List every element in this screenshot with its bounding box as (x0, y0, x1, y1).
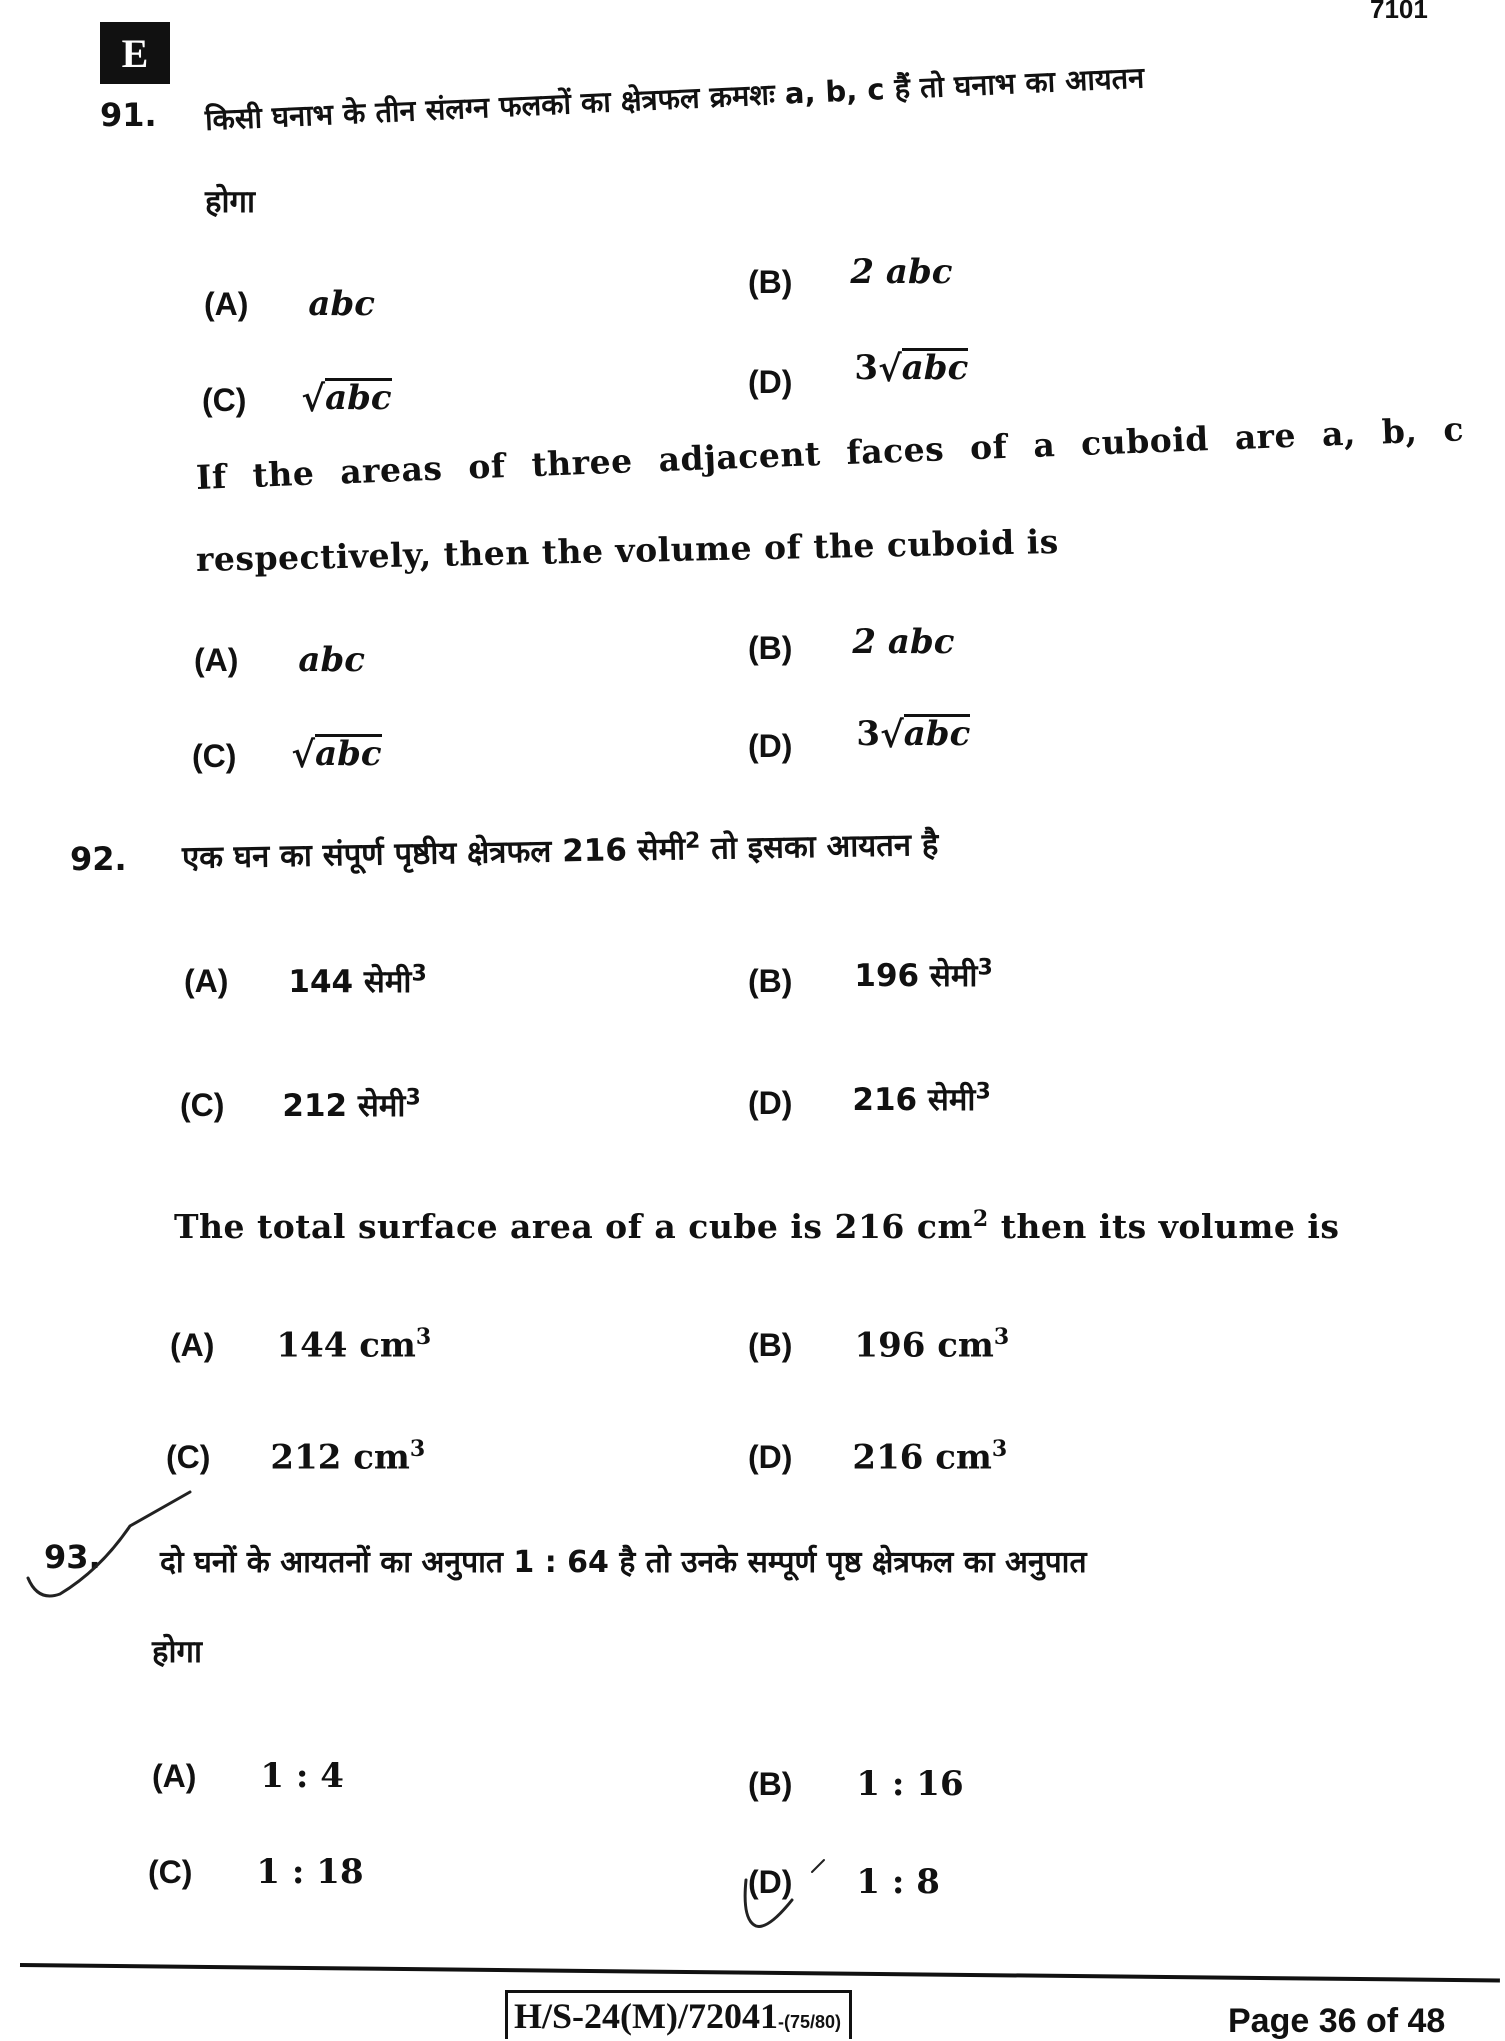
q91-english-option-a[interactable] (194, 640, 365, 680)
q92-english-option-a[interactable] (170, 1324, 431, 1365)
paper-code: H/S-24(M)/72041-(75/80) (505, 1990, 852, 2039)
q91-hindi-text: किसी घनाभ के तीन संलग्न फलकों का क्षेत्रफल क्रमशः a, b, c हैं तो घनाभ का आयतन (204, 60, 1145, 137)
footer-rule (20, 1963, 1500, 1982)
option-label: (C) (192, 738, 237, 774)
q93-hindi-text-line2: होगा (152, 1634, 202, 1670)
q93-hindi-text: दो घनों के आयतनों का अनुपात 1 : 64 है तो उनके सम्पूर्ण पृष्ठ क्षेत्रफल का अनुपात (160, 1545, 1087, 1580)
option-value: abc (308, 284, 375, 324)
option-label: (C) (202, 382, 247, 418)
answer-tick-icon (740, 1850, 860, 1940)
q93-option-a[interactable] (152, 1756, 344, 1796)
cropped-header-fragment: 7101 (1370, 0, 1428, 24)
option-value: 144 $cm^3$ (276, 1324, 432, 1366)
q92-hindi-option-a[interactable] (184, 960, 427, 1002)
option-value: √ abc (301, 378, 392, 420)
option-label: (B) (748, 630, 793, 666)
option-label: (D) (748, 1439, 793, 1476)
square-root-icon: √ (301, 378, 326, 420)
option-value: 216 $cm^3$ (852, 1436, 1008, 1478)
square-root-icon: √ (291, 734, 316, 776)
question-number-93: 93. (44, 1538, 101, 1576)
q91-hindi-option-b[interactable] (748, 252, 953, 302)
square-root-icon: √ (878, 348, 902, 390)
option-value: 3 √ abc (854, 348, 969, 390)
q92-english-option-c[interactable] (166, 1436, 425, 1477)
q92-hindi-option-c[interactable] (180, 1084, 421, 1126)
option-label: (D) (748, 728, 793, 764)
option-label: (D) (748, 1864, 793, 1900)
option-label: (B) (748, 1327, 793, 1364)
q91-hindi-option-c[interactable] (202, 378, 392, 420)
option-label: (A) (152, 1758, 197, 1794)
question-number-91: 91. (100, 96, 157, 134)
option-label: (D) (748, 1085, 793, 1121)
option-value: 144 सेमी$^3$ (288, 961, 427, 1000)
q91-english-text-line2: respectively, then the volume of the cuboid is (195, 521, 1060, 579)
q92-english-text: The total surface area of a cube is 216 $cm^2$ then its volume is (174, 1206, 1340, 1246)
q93-option-c[interactable] (148, 1852, 364, 1892)
page-number: Page 36 of 48 (1228, 2002, 1446, 2040)
option-value: 3 √ abc (856, 714, 971, 756)
option-value: √ abc (291, 734, 382, 776)
option-value: 196 सेमी$^3$ (854, 955, 993, 994)
set-badge: E (100, 22, 170, 84)
q91-hindi-option-d[interactable] (748, 348, 969, 404)
q91-english-option-b[interactable] (748, 622, 955, 668)
option-value: 216 सेमी$^3$ (852, 1079, 991, 1118)
option-label: (B) (748, 1766, 793, 1802)
option-label: (B) (748, 264, 793, 300)
option-value: 1 : 18 (256, 1852, 364, 1892)
option-value: abc (298, 640, 365, 680)
q91-hindi-option-a[interactable] (204, 284, 375, 324)
q91-english-option-c[interactable] (192, 734, 382, 776)
option-value: 1 : 8 (856, 1862, 940, 1902)
option-label: (A) (194, 642, 239, 678)
question-number-92: 92. (70, 840, 127, 878)
q92-english-option-b[interactable] (748, 1324, 1009, 1365)
q92-hindi-text: एक घन का संपूर्ण पृष्ठीय क्षेत्रफल 216 सेमी$^2$ तो इसका आयतन है (181, 826, 939, 876)
option-value: 212 $cm^3$ (270, 1436, 426, 1478)
q91-hindi-text-line2: होगा (205, 184, 255, 220)
option-label: (A) (170, 1327, 215, 1364)
option-label: (B) (748, 963, 793, 999)
q92-hindi-option-b[interactable] (748, 955, 993, 1002)
option-label: (D) (748, 364, 793, 400)
q92-english-option-d[interactable] (748, 1436, 1007, 1477)
option-label: (A) (204, 286, 249, 322)
q93-option-b[interactable] (748, 1764, 964, 1804)
option-value: 196 $cm^3$ (854, 1324, 1010, 1366)
option-value: 1 : 4 (260, 1756, 344, 1796)
square-root-icon: √ (880, 714, 904, 756)
q91-english-text: If the areas of three adjacent faces of a cuboid are a, b, c (195, 409, 1465, 497)
option-value: 2 abc (850, 252, 953, 292)
option-label: (C) (148, 1854, 193, 1890)
q92-hindi-option-d[interactable] (748, 1079, 991, 1124)
option-value: 2 abc (852, 622, 955, 662)
option-value: 1 : 16 (856, 1764, 964, 1804)
q91-english-option-d[interactable] (748, 714, 971, 768)
option-label: (C) (166, 1439, 211, 1476)
option-value: 212 सेमी$^3$ (282, 1085, 421, 1124)
option-label: (A) (184, 963, 229, 999)
option-label: (C) (180, 1087, 225, 1123)
